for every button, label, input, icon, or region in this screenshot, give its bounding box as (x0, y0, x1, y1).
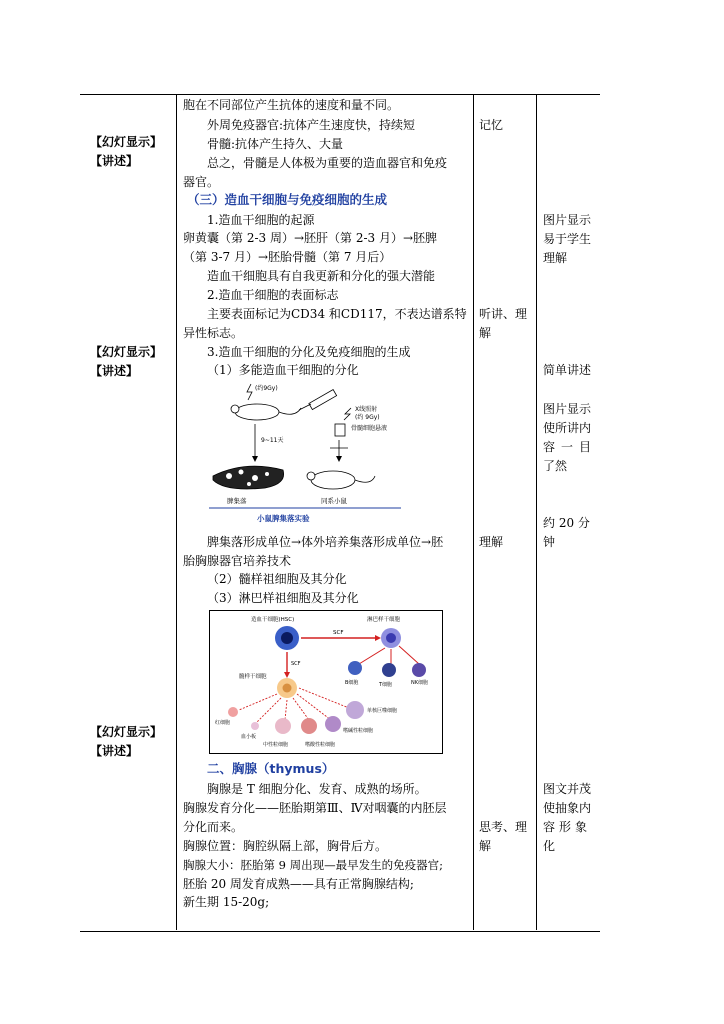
neutrophil-label: 中性粒细胞 (263, 742, 289, 748)
text-line: 胞在不同部位产生抗体的速度和量不同。 (183, 98, 400, 112)
slide-label-1: 【幻灯显示】 (90, 135, 163, 149)
b-cell-label: B细胞 (345, 680, 359, 686)
slide-label-3: 【幻灯显示】 (90, 725, 163, 739)
nk-cell-label: NK细胞 (411, 680, 429, 686)
text-line: 3.造血干细胞的分化及免疫细胞的生成 (207, 345, 411, 359)
eosinophil-label: 嗜酸性粒细胞 (305, 742, 336, 748)
text-line: （3）淋巴样祖细胞及其分化 (207, 591, 359, 605)
student-activity: 记忆 (479, 118, 504, 132)
text-line: 胸腺是 T 细胞分化、发育、成熟的场所。 (207, 782, 427, 796)
myeloid-stem-label: 髓样干细胞 (239, 674, 267, 680)
student-activity: 思考、理 (479, 820, 528, 834)
spleen-label: 脾集落 (227, 497, 247, 505)
text-line: 1.造血干细胞的起源 (207, 213, 315, 227)
xray-dose-label: (约 9Gy) (355, 414, 380, 421)
text-line: 主要表面标记为CD34 和CD117，不表达谱系特 (207, 307, 467, 321)
design-note: 化 (543, 839, 556, 853)
design-note: 使所讲内 (543, 421, 592, 435)
design-note: 简单讲述 (543, 363, 592, 377)
text-line: 器官。 (183, 175, 220, 189)
neutrophil-cell (275, 718, 291, 734)
text-line: 胸腺大小：胚胎第 9 周出现—最早发生的免疫器官; (183, 858, 443, 872)
monocyte-label: 单核巨噬细胞 (367, 708, 398, 714)
col-divider-1 (176, 94, 177, 930)
t-cell (382, 663, 396, 677)
text-line: 胸腺发育分化——胚胎期第Ⅲ、Ⅳ对咽囊的内胚层 (183, 801, 447, 815)
student-activity: 解 (479, 326, 492, 340)
rbc-cell (228, 707, 238, 717)
text-line: （第 3-7 月）→胚胎骨髓（第 7 月后） (183, 250, 392, 264)
text-line: 造血干细胞具有自我更新和分化的强大潜能 (207, 269, 436, 283)
text-line: 异性标志。 (183, 326, 244, 340)
syringe-icon (309, 390, 337, 410)
design-note: 易于学生 (543, 232, 592, 246)
section-heading: 二、胸腺（thymus） (207, 761, 335, 776)
design-note: 理解 (543, 251, 568, 265)
platelet-label: 血小板 (241, 734, 257, 740)
basophil-cell (325, 716, 341, 732)
hsc-label: 造血干细胞(HSC) (251, 617, 295, 623)
text-line: 外周免疫器官:抗体产生速度快，持续短 (207, 118, 416, 132)
eosinophil-cell (301, 718, 317, 734)
text-line: （1）多能造血干细胞的分化 (207, 363, 359, 377)
student-activity: 解 (479, 839, 492, 853)
radiation-icon (247, 384, 252, 400)
text-line: 脾集落形成单位→体外培养集落形成单位→胚 (207, 535, 444, 549)
student-activity: 听讲、理 (479, 307, 528, 321)
spleen-colony-figure (205, 380, 405, 528)
design-note: 图片显示 (543, 402, 592, 416)
design-note: 图片显示 (543, 213, 592, 227)
text-line: 胚胎 20 周发育成熟——具有正常胸腺结构; (183, 877, 414, 891)
xray-label: X线照射 (355, 406, 378, 413)
col-divider-3 (536, 94, 537, 930)
monocyte-cell (346, 701, 364, 719)
t-cell-label: T细胞 (379, 682, 393, 688)
scf-label: SCF (333, 630, 344, 636)
design-note: 容形象 (543, 820, 592, 834)
design-note: 约 20 分 (543, 516, 590, 530)
nk-cell (412, 663, 426, 677)
student-activity: 理解 (479, 535, 504, 549)
text-line: 胎胸腺器官培养技术 (183, 554, 292, 568)
days-label: 9~11天 (261, 437, 284, 444)
text-line: 胸腺位置：胸腔纵隔上部，胸骨后方。 (183, 839, 388, 853)
slide-label-2: 【幻灯显示】 (90, 345, 163, 359)
design-note: 容一目 (543, 440, 598, 454)
hematopoiesis-figure (209, 610, 443, 754)
section-heading: （三）造血干细胞与免疫细胞的生成 (187, 192, 388, 207)
text-line: 新生期 15-20g; (183, 895, 270, 909)
lymph-stem-label: 淋巴样干细胞 (367, 617, 401, 623)
scf2-label: SCF (291, 661, 301, 667)
rbc-label: 红细胞 (215, 720, 231, 726)
tube-icon (335, 424, 345, 436)
col-divider-2 (473, 94, 474, 930)
marrow-label: 骨髓细胞悬液 (351, 425, 388, 432)
design-note: 使抽象内 (543, 801, 592, 815)
mouse-label: 同系小鼠 (321, 497, 347, 505)
mouse-icon (235, 404, 279, 420)
narrate-label-2: 【讲述】 (90, 364, 139, 378)
b-cell (348, 661, 362, 675)
basophil-label: 嗜碱性粒细胞 (343, 728, 374, 734)
narrate-label-3: 【讲述】 (90, 744, 139, 758)
text-line: 卵黄囊（第 2-3 周）→胚肝（第 2-3 月）→胚脾 (183, 231, 438, 245)
dose-label: (约9Gy) (255, 385, 278, 392)
text-line: （2）髓样祖细胞及其分化 (207, 572, 347, 586)
design-note: 钟 (543, 535, 556, 549)
text-line: 骨髓:抗体产生持久、大量 (207, 137, 344, 151)
platelet-cell (251, 722, 259, 730)
text-line: 2.造血干细胞的表面标志 (207, 288, 339, 302)
recipient-mouse-icon (311, 471, 355, 489)
narrate-label-1: 【讲述】 (90, 154, 139, 168)
figure-caption: 小鼠脾集落实验 (257, 514, 310, 523)
text-line: 分化而来。 (183, 820, 244, 834)
design-note: 了然 (543, 459, 568, 473)
design-note: 图文并茂 (543, 782, 592, 796)
text-line: 总之，骨髓是人体极为重要的造血器官和免疫 (207, 156, 448, 170)
